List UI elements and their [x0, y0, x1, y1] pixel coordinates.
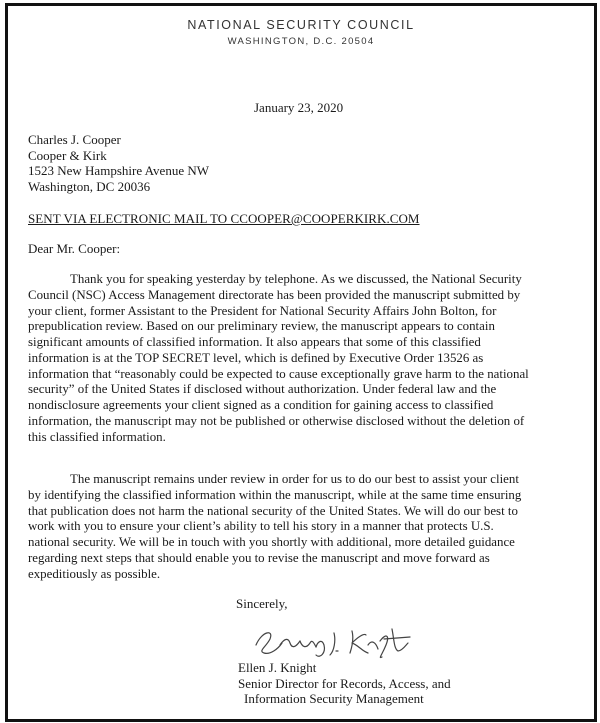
paragraph-line: by identifying the classified information within the manuscript, while at the same time ensuring — [28, 487, 522, 502]
body-paragraph-1 — [28, 272, 580, 445]
paragraph-line: this classified information. — [28, 429, 166, 444]
paragraph-line: security” of the United States if disclosed without authorization. Under federal law and the — [28, 382, 497, 397]
recipient-name: Charles J. Cooper — [28, 132, 121, 147]
paragraph-line: Thank you for speaking yesterday by telephone. As we discussed, the National Security — [70, 272, 522, 286]
delivery-note: SENT VIA ELECTRONIC MAIL TO CCOOPER@COOPERKIRK.COM — [28, 211, 420, 226]
paragraph-line: Council (NSC) Access Management directorate has been provided the manuscript submitted by — [28, 287, 521, 302]
paragraph-line: work with you to ensure your client’s ability to tell his story in a manner that protects U.S. — [28, 519, 494, 534]
letter-date: January 23, 2020 — [254, 100, 344, 115]
paragraph-line: The manuscript remains under review in order for us to do our best to assist your client — [70, 472, 519, 486]
signer-title-line-1: Senior Director for Records, Access, and — [238, 675, 451, 691]
paragraph-line: information is at the TOP SECRET level, which is defined by Executive Order 13526 as — [28, 350, 484, 365]
letterhead-organization: NATIONAL SECURITY COUNCIL — [187, 18, 415, 32]
paragraph-line: your client, former Assistant to the President for National Security Affairs John Bolton, for — [28, 303, 497, 318]
recipient-firm: Cooper & Kirk — [28, 147, 107, 163]
paragraph-line: significant amounts of classified information. It also appears that some of this classified — [28, 335, 481, 349]
paragraph-line: prepublication review. Based on our preliminary review, the manuscript appears to contain — [28, 319, 495, 334]
letterhead-location: WASHINGTON, D.C. 20504 — [227, 36, 375, 47]
paragraph-line: information that “reasonably could be expected to cause exceptionally grave harm to the national — [28, 366, 529, 381]
signer-name: Ellen J. Knight — [238, 660, 317, 675]
paragraph-line: that publication does not harm the national security of the United States. We will do our best to — [28, 503, 518, 518]
letter-page — [5, 3, 597, 722]
handwritten-signature — [252, 621, 422, 661]
salutation: Dear Mr. Cooper: — [28, 241, 121, 256]
paragraph-line: information, the manuscript may not be published or otherwise disclosed without the deletion of — [28, 413, 525, 428]
signer-block — [238, 660, 451, 707]
recipient-city: Washington, DC 20036 — [28, 178, 151, 194]
recipient-street: 1523 New Hampshire Avenue NW — [28, 163, 209, 179]
letterhead — [8, 18, 594, 47]
paragraph-line: expeditiously as possible. — [28, 566, 161, 581]
paragraph-line: nondisclosure agreements your client signed as a condition for gaining access to classified — [28, 398, 494, 412]
signer-title-line-2: Information Security Management — [244, 691, 424, 706]
paragraph-line: national security. We will be in touch with you shortly with additional, more detailed guidance — [28, 535, 515, 549]
closing: Sincerely, — [236, 596, 288, 611]
paragraph-line: regarding next steps that should enable you to revise the manuscript and move forward as — [28, 550, 490, 565]
recipient-address — [28, 132, 209, 194]
body-paragraph-2 — [28, 472, 580, 582]
